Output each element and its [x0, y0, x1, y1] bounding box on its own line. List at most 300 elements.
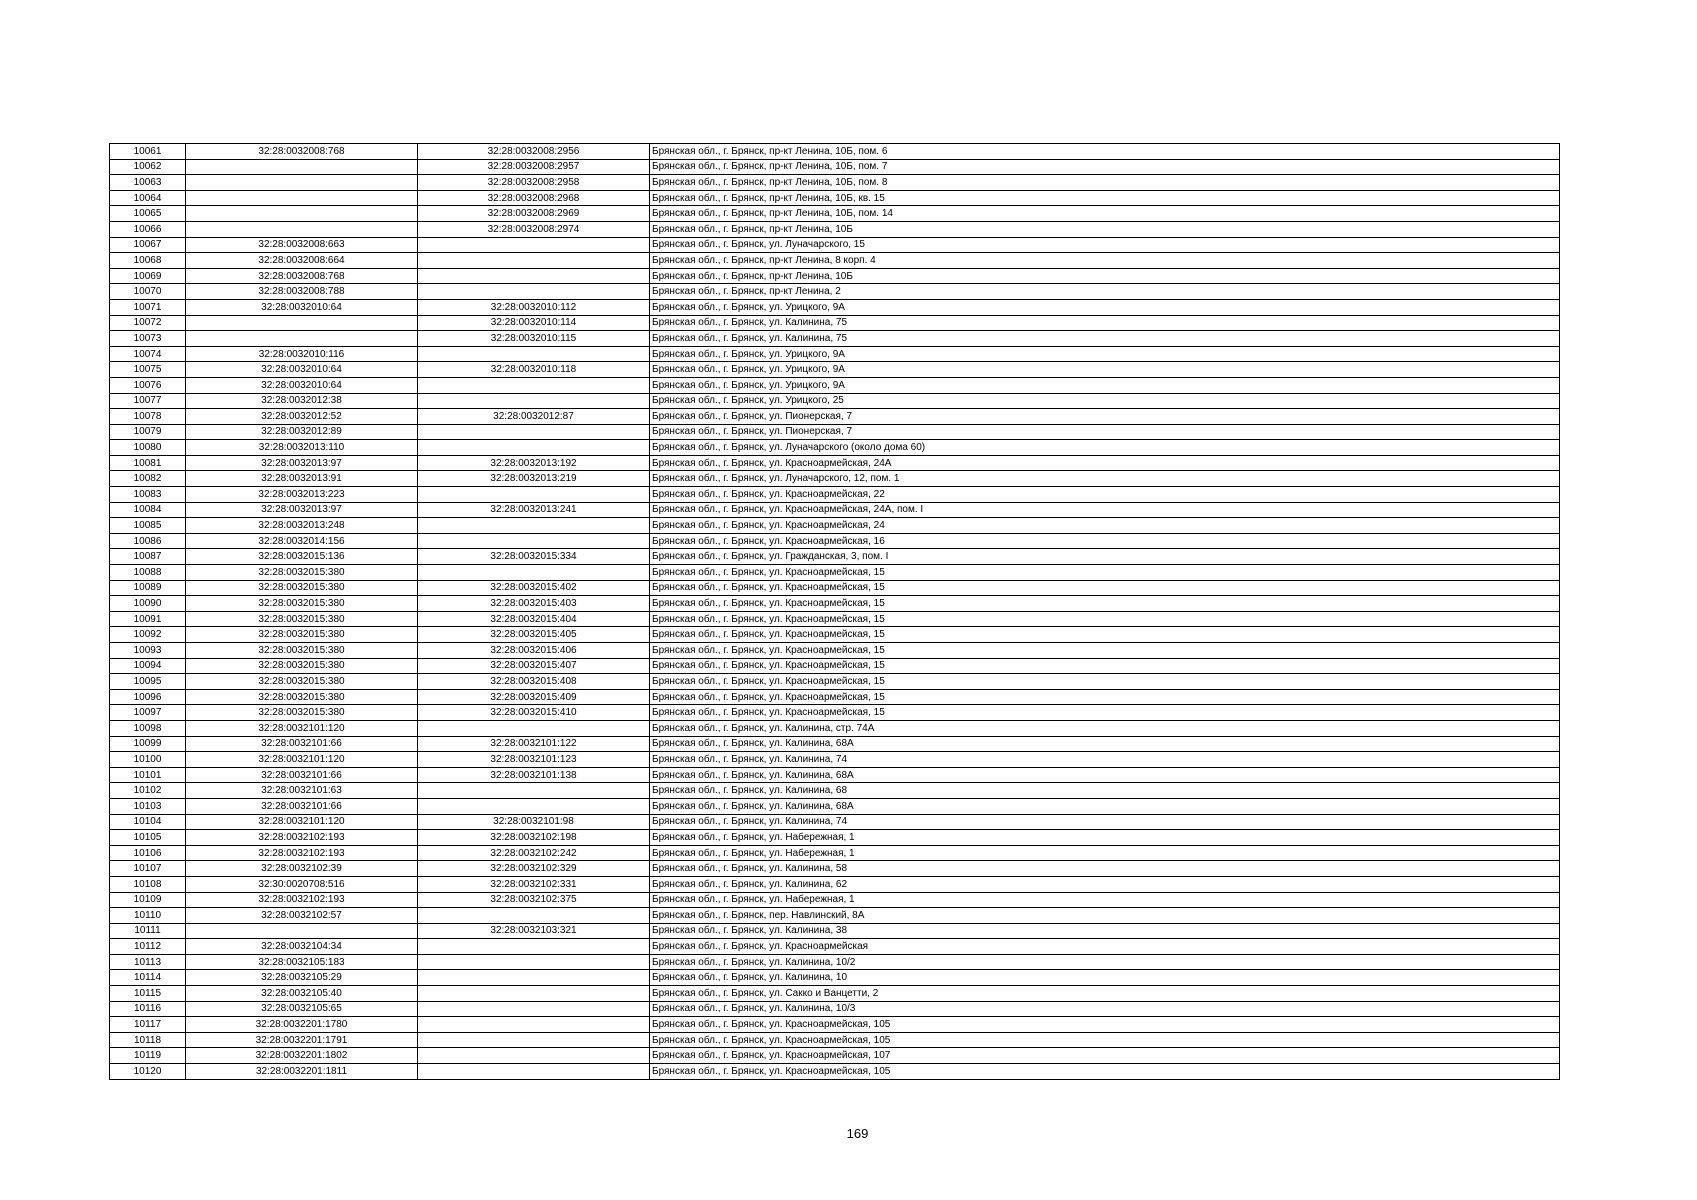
address-cell: Брянская обл., г. Брянск, ул. Красноармейская, 15: [650, 674, 1560, 690]
object-cadastral-number-cell: [418, 565, 650, 581]
parcel-cadastral-number-cell: 32:28:0032101:66: [186, 767, 418, 783]
object-cadastral-number-cell: 32:28:0032008:2969: [418, 206, 650, 222]
row-number-cell: 10093: [110, 643, 186, 659]
object-cadastral-number-cell: 32:28:0032102:198: [418, 830, 650, 846]
parcel-cadastral-number-cell: 32:28:0032102:39: [186, 861, 418, 877]
object-cadastral-number-cell: [418, 346, 650, 362]
parcel-cadastral-number-cell: 32:30:0020708:516: [186, 876, 418, 892]
table-row: [110, 533, 1560, 549]
table-row: [110, 424, 1560, 440]
row-number-cell: 10080: [110, 440, 186, 456]
row-number-cell: 10085: [110, 518, 186, 534]
row-number-cell: 10102: [110, 783, 186, 799]
address-cell: Брянская обл., г. Брянск, ул. Набережная, 1: [650, 892, 1560, 908]
table-row: [110, 268, 1560, 284]
address-cell: Брянская обл., г. Брянск, ул. Красноармейская, 15: [650, 565, 1560, 581]
parcel-cadastral-number-cell: 32:28:0032201:1780: [186, 1017, 418, 1033]
parcel-cadastral-number-cell: 32:28:0032101:66: [186, 736, 418, 752]
row-number-cell: 10069: [110, 268, 186, 284]
row-number-cell: 10111: [110, 923, 186, 939]
table-row: [110, 331, 1560, 347]
table-row: [110, 284, 1560, 300]
table-row: [110, 393, 1560, 409]
address-cell: Брянская обл., г. Брянск, ул. Калинина, стр. 74А: [650, 720, 1560, 736]
row-number-cell: 10094: [110, 658, 186, 674]
object-cadastral-number-cell: [418, 720, 650, 736]
row-number-cell: 10070: [110, 284, 186, 300]
table-row: [110, 689, 1560, 705]
table-row: [110, 502, 1560, 518]
parcel-cadastral-number-cell: 32:28:0032012:52: [186, 409, 418, 425]
row-number-cell: 10067: [110, 237, 186, 253]
table-row: [110, 752, 1560, 768]
address-cell: Брянская обл., г. Брянск, ул. Сакко и Ванцетти, 2: [650, 986, 1560, 1002]
parcel-cadastral-number-cell: 32:28:0032015:380: [186, 565, 418, 581]
parcel-cadastral-number-cell: 32:28:0032008:664: [186, 253, 418, 269]
table-row: [110, 643, 1560, 659]
table-row: [110, 861, 1560, 877]
row-number-cell: 10104: [110, 814, 186, 830]
address-cell: Брянская обл., г. Брянск, ул. Красноармейская, 107: [650, 1048, 1560, 1064]
row-number-cell: 10107: [110, 861, 186, 877]
table-row: [110, 596, 1560, 612]
object-cadastral-number-cell: 32:28:0032102:331: [418, 876, 650, 892]
row-number-cell: 10118: [110, 1032, 186, 1048]
parcel-cadastral-number-cell: 32:28:0032015:380: [186, 705, 418, 721]
address-cell: Брянская обл., г. Брянск, ул. Красноармейская, 16: [650, 533, 1560, 549]
parcel-cadastral-number-cell: 32:28:0032008:788: [186, 284, 418, 300]
address-cell: Брянская обл., г. Брянск, ул. Красноармейская, 15: [650, 580, 1560, 596]
parcel-cadastral-number-cell: 32:28:0032013:248: [186, 518, 418, 534]
row-number-cell: 10061: [110, 144, 186, 160]
row-number-cell: 10099: [110, 736, 186, 752]
object-cadastral-number-cell: [418, 237, 650, 253]
table-row: [110, 377, 1560, 393]
row-number-cell: 10103: [110, 798, 186, 814]
table-row: [110, 409, 1560, 425]
object-cadastral-number-cell: 32:28:0032008:2958: [418, 175, 650, 191]
object-cadastral-number-cell: [418, 970, 650, 986]
address-cell: Брянская обл., г. Брянск, ул. Красноармейская, 15: [650, 658, 1560, 674]
row-number-cell: 10089: [110, 580, 186, 596]
object-cadastral-number-cell: 32:28:0032015:410: [418, 705, 650, 721]
table-row: [110, 549, 1560, 565]
object-cadastral-number-cell: 32:28:0032010:114: [418, 315, 650, 331]
table-row: [110, 627, 1560, 643]
table-row: [110, 299, 1560, 315]
row-number-cell: 10084: [110, 502, 186, 518]
table-row: [110, 658, 1560, 674]
address-cell: Брянская обл., г. Брянск, пр-кт Ленина, 8 корп. 4: [650, 253, 1560, 269]
object-cadastral-number-cell: [418, 533, 650, 549]
object-cadastral-number-cell: [418, 393, 650, 409]
parcel-cadastral-number-cell: [186, 315, 418, 331]
object-cadastral-number-cell: 32:28:0032012:87: [418, 409, 650, 425]
table-row: [110, 237, 1560, 253]
parcel-cadastral-number-cell: [186, 206, 418, 222]
row-number-cell: 10086: [110, 533, 186, 549]
object-cadastral-number-cell: [418, 986, 650, 1002]
object-cadastral-number-cell: 32:28:0032015:407: [418, 658, 650, 674]
address-cell: Брянская обл., г. Брянск, ул. Красноармейская, 15: [650, 611, 1560, 627]
object-cadastral-number-cell: [418, 487, 650, 503]
table-row: [110, 518, 1560, 534]
object-cadastral-number-cell: [418, 783, 650, 799]
row-number-cell: 10090: [110, 596, 186, 612]
parcel-cadastral-number-cell: 32:28:0032201:1802: [186, 1048, 418, 1064]
parcel-cadastral-number-cell: 32:28:0032014:156: [186, 533, 418, 549]
parcel-cadastral-number-cell: [186, 159, 418, 175]
object-cadastral-number-cell: 32:28:0032101:123: [418, 752, 650, 768]
address-cell: Брянская обл., г. Брянск, ул. Красноармейская, 15: [650, 627, 1560, 643]
parcel-cadastral-number-cell: 32:28:0032013:91: [186, 471, 418, 487]
row-number-cell: 10110: [110, 908, 186, 924]
address-cell: Брянская обл., г. Брянск, ул. Красноармейская: [650, 939, 1560, 955]
row-number-cell: 10075: [110, 362, 186, 378]
parcel-cadastral-number-cell: 32:28:0032010:64: [186, 377, 418, 393]
object-cadastral-number-cell: [418, 1064, 650, 1080]
table-row: [110, 970, 1560, 986]
parcel-cadastral-number-cell: 32:28:0032013:97: [186, 455, 418, 471]
parcel-cadastral-number-cell: 32:28:0032105:183: [186, 954, 418, 970]
parcel-cadastral-number-cell: 32:28:0032010:116: [186, 346, 418, 362]
row-number-cell: 10100: [110, 752, 186, 768]
parcel-cadastral-number-cell: 32:28:0032101:63: [186, 783, 418, 799]
table-row: [110, 939, 1560, 955]
address-cell: Брянская обл., г. Брянск, ул. Урицкого, 25: [650, 393, 1560, 409]
object-cadastral-number-cell: 32:28:0032008:2974: [418, 221, 650, 237]
row-number-cell: 10117: [110, 1017, 186, 1033]
parcel-cadastral-number-cell: 32:28:0032201:1811: [186, 1064, 418, 1080]
object-cadastral-number-cell: 32:28:0032101:98: [418, 814, 650, 830]
address-cell: Брянская обл., г. Брянск, пр-кт Ленина, 10Б: [650, 268, 1560, 284]
table-row: [110, 736, 1560, 752]
object-cadastral-number-cell: [418, 440, 650, 456]
address-cell: Брянская обл., г. Брянск, ул. Красноармейская, 22: [650, 487, 1560, 503]
parcel-cadastral-number-cell: 32:28:0032105:40: [186, 986, 418, 1002]
table-row: [110, 1032, 1560, 1048]
registry-table: [109, 143, 1560, 1080]
object-cadastral-number-cell: 32:28:0032015:408: [418, 674, 650, 690]
object-cadastral-number-cell: [418, 954, 650, 970]
parcel-cadastral-number-cell: 32:28:0032010:64: [186, 362, 418, 378]
row-number-cell: 10097: [110, 705, 186, 721]
object-cadastral-number-cell: [418, 798, 650, 814]
object-cadastral-number-cell: 32:28:0032103:321: [418, 923, 650, 939]
object-cadastral-number-cell: 32:28:0032102:329: [418, 861, 650, 877]
parcel-cadastral-number-cell: 32:28:0032102:57: [186, 908, 418, 924]
parcel-cadastral-number-cell: 32:28:0032015:380: [186, 627, 418, 643]
address-cell: Брянская обл., г. Брянск, ул. Гражданская, 3, пом. I: [650, 549, 1560, 565]
address-cell: Брянская обл., г. Брянск, ул. Калинина, 68А: [650, 798, 1560, 814]
address-cell: Брянская обл., г. Брянск, ул. Калинина, 74: [650, 814, 1560, 830]
table-row: [110, 253, 1560, 269]
object-cadastral-number-cell: [418, 253, 650, 269]
parcel-cadastral-number-cell: 32:28:0032102:193: [186, 892, 418, 908]
object-cadastral-number-cell: 32:28:0032008:2956: [418, 144, 650, 160]
object-cadastral-number-cell: [418, 268, 650, 284]
row-number-cell: 10101: [110, 767, 186, 783]
address-cell: Брянская обл., г. Брянск, ул. Луначарского (около дома 60): [650, 440, 1560, 456]
row-number-cell: 10066: [110, 221, 186, 237]
table-row: [110, 986, 1560, 1002]
object-cadastral-number-cell: 32:28:0032010:112: [418, 299, 650, 315]
address-cell: Брянская обл., г. Брянск, ул. Красноармейская, 105: [650, 1017, 1560, 1033]
parcel-cadastral-number-cell: [186, 331, 418, 347]
table-row: [110, 892, 1560, 908]
row-number-cell: 10098: [110, 720, 186, 736]
parcel-cadastral-number-cell: 32:28:0032013:223: [186, 487, 418, 503]
address-cell: Брянская обл., г. Брянск, ул. Калинина, 75: [650, 315, 1560, 331]
row-number-cell: 10088: [110, 565, 186, 581]
row-number-cell: 10114: [110, 970, 186, 986]
table-row: [110, 783, 1560, 799]
address-cell: Брянская обл., г. Брянск, ул. Набережная, 1: [650, 830, 1560, 846]
address-cell: Брянская обл., г. Брянск, пр-кт Ленина, 10Б, пом. 7: [650, 159, 1560, 175]
row-number-cell: 10108: [110, 876, 186, 892]
parcel-cadastral-number-cell: 32:28:0032104:34: [186, 939, 418, 955]
object-cadastral-number-cell: [418, 284, 650, 300]
parcel-cadastral-number-cell: 32:28:0032015:380: [186, 596, 418, 612]
table-row: [110, 144, 1560, 160]
object-cadastral-number-cell: 32:28:0032102:375: [418, 892, 650, 908]
table-row: [110, 845, 1560, 861]
object-cadastral-number-cell: 32:28:0032008:2957: [418, 159, 650, 175]
row-number-cell: 10105: [110, 830, 186, 846]
parcel-cadastral-number-cell: 32:28:0032008:768: [186, 144, 418, 160]
table-row: [110, 923, 1560, 939]
row-number-cell: 10073: [110, 331, 186, 347]
address-cell: Брянская обл., г. Брянск, ул. Красноармейская, 24А: [650, 455, 1560, 471]
table-row: [110, 876, 1560, 892]
row-number-cell: 10078: [110, 409, 186, 425]
row-number-cell: 10065: [110, 206, 186, 222]
address-cell: Брянская обл., г. Брянск, пер. Навлинский, 8А: [650, 908, 1560, 924]
address-cell: Брянская обл., г. Брянск, пр-кт Ленина, 10Б, пом. 8: [650, 175, 1560, 191]
row-number-cell: 10071: [110, 299, 186, 315]
table-row: [110, 315, 1560, 331]
object-cadastral-number-cell: 32:28:0032010:118: [418, 362, 650, 378]
table-row: [110, 1001, 1560, 1017]
address-cell: Брянская обл., г. Брянск, ул. Луначарского, 12, пом. 1: [650, 471, 1560, 487]
table-row: [110, 954, 1560, 970]
table-row: [110, 565, 1560, 581]
address-cell: Брянская обл., г. Брянск, пр-кт Ленина, 10Б: [650, 221, 1560, 237]
row-number-cell: 10064: [110, 190, 186, 206]
parcel-cadastral-number-cell: 32:28:0032015:380: [186, 643, 418, 659]
table-row: [110, 206, 1560, 222]
table-row: [110, 674, 1560, 690]
row-number-cell: 10120: [110, 1064, 186, 1080]
object-cadastral-number-cell: [418, 908, 650, 924]
address-cell: Брянская обл., г. Брянск, ул. Пионерская, 7: [650, 409, 1560, 425]
parcel-cadastral-number-cell: [186, 190, 418, 206]
table-row: [110, 830, 1560, 846]
parcel-cadastral-number-cell: 32:28:0032008:768: [186, 268, 418, 284]
row-number-cell: 10087: [110, 549, 186, 565]
table-row: [110, 487, 1560, 503]
object-cadastral-number-cell: [418, 1001, 650, 1017]
object-cadastral-number-cell: 32:28:0032013:192: [418, 455, 650, 471]
table-row: [110, 221, 1560, 237]
row-number-cell: 10095: [110, 674, 186, 690]
address-cell: Брянская обл., г. Брянск, ул. Калинина, 75: [650, 331, 1560, 347]
row-number-cell: 10113: [110, 954, 186, 970]
parcel-cadastral-number-cell: 32:28:0032010:64: [186, 299, 418, 315]
address-cell: Брянская обл., г. Брянск, ул. Красноармейская, 15: [650, 705, 1560, 721]
page-number: 169: [846, 1126, 869, 1141]
address-cell: Брянская обл., г. Брянск, ул. Красноармейская, 105: [650, 1064, 1560, 1080]
parcel-cadastral-number-cell: 32:28:0032015:380: [186, 689, 418, 705]
parcel-cadastral-number-cell: 32:28:0032013:97: [186, 502, 418, 518]
row-number-cell: 10076: [110, 377, 186, 393]
table-row: [110, 1064, 1560, 1080]
row-number-cell: 10119: [110, 1048, 186, 1064]
address-cell: Брянская обл., г. Брянск, ул. Луначарского, 15: [650, 237, 1560, 253]
address-cell: Брянская обл., г. Брянск, ул. Красноармейская, 15: [650, 689, 1560, 705]
parcel-cadastral-number-cell: 32:28:0032102:193: [186, 830, 418, 846]
object-cadastral-number-cell: 32:28:0032010:115: [418, 331, 650, 347]
row-number-cell: 10092: [110, 627, 186, 643]
row-number-cell: 10112: [110, 939, 186, 955]
parcel-cadastral-number-cell: 32:28:0032101:120: [186, 814, 418, 830]
address-cell: Брянская обл., г. Брянск, ул. Красноармейская, 15: [650, 643, 1560, 659]
parcel-cadastral-number-cell: 32:28:0032105:65: [186, 1001, 418, 1017]
parcel-cadastral-number-cell: 32:28:0032015:136: [186, 549, 418, 565]
address-cell: Брянская обл., г. Брянск, ул. Урицкого, 9А: [650, 299, 1560, 315]
address-cell: Брянская обл., г. Брянск, ул. Калинина, 68А: [650, 736, 1560, 752]
row-number-cell: 10081: [110, 455, 186, 471]
table-row: [110, 705, 1560, 721]
row-number-cell: 10082: [110, 471, 186, 487]
object-cadastral-number-cell: 32:28:0032015:334: [418, 549, 650, 565]
table-row: [110, 611, 1560, 627]
parcel-cadastral-number-cell: 32:28:0032105:29: [186, 970, 418, 986]
object-cadastral-number-cell: 32:28:0032015:406: [418, 643, 650, 659]
address-cell: Брянская обл., г. Брянск, ул. Красноармейская, 24: [650, 518, 1560, 534]
object-cadastral-number-cell: [418, 939, 650, 955]
address-cell: Брянская обл., г. Брянск, пр-кт Ленина, 10Б, пом. 14: [650, 206, 1560, 222]
parcel-cadastral-number-cell: 32:28:0032201:1791: [186, 1032, 418, 1048]
object-cadastral-number-cell: [418, 518, 650, 534]
table-row: [110, 346, 1560, 362]
table-row: [110, 362, 1560, 378]
object-cadastral-number-cell: [418, 377, 650, 393]
address-cell: Брянская обл., г. Брянск, ул. Урицкого, 9А: [650, 362, 1560, 378]
table-row: [110, 159, 1560, 175]
parcel-cadastral-number-cell: [186, 221, 418, 237]
table-row: [110, 720, 1560, 736]
row-number-cell: 10062: [110, 159, 186, 175]
object-cadastral-number-cell: 32:28:0032015:409: [418, 689, 650, 705]
row-number-cell: 10096: [110, 689, 186, 705]
parcel-cadastral-number-cell: [186, 923, 418, 939]
table-row: [110, 580, 1560, 596]
address-cell: Брянская обл., г. Брянск, ул. Калинина, 38: [650, 923, 1560, 939]
address-cell: Брянская обл., г. Брянск, ул. Набережная, 1: [650, 845, 1560, 861]
address-cell: Брянская обл., г. Брянск, пр-кт Ленина, 10Б, кв. 15: [650, 190, 1560, 206]
row-number-cell: 10091: [110, 611, 186, 627]
object-cadastral-number-cell: 32:28:0032015:404: [418, 611, 650, 627]
address-cell: Брянская обл., г. Брянск, ул. Урицкого, 9А: [650, 346, 1560, 362]
parcel-cadastral-number-cell: [186, 175, 418, 191]
address-cell: Брянская обл., г. Брянск, ул. Калинина, 10/2: [650, 954, 1560, 970]
parcel-cadastral-number-cell: 32:28:0032012:89: [186, 424, 418, 440]
parcel-cadastral-number-cell: 32:28:0032015:380: [186, 674, 418, 690]
address-cell: Брянская обл., г. Брянск, ул. Калинина, 10/3: [650, 1001, 1560, 1017]
object-cadastral-number-cell: 32:28:0032015:403: [418, 596, 650, 612]
row-number-cell: 10083: [110, 487, 186, 503]
row-number-cell: 10077: [110, 393, 186, 409]
object-cadastral-number-cell: 32:28:0032008:2968: [418, 190, 650, 206]
address-cell: Брянская обл., г. Брянск, ул. Калинина, 10: [650, 970, 1560, 986]
row-number-cell: 10074: [110, 346, 186, 362]
address-cell: Брянская обл., г. Брянск, ул. Калинина, 68: [650, 783, 1560, 799]
row-number-cell: 10109: [110, 892, 186, 908]
address-cell: Брянская обл., г. Брянск, пр-кт Ленина, 10Б, пом. 6: [650, 144, 1560, 160]
address-cell: Брянская обл., г. Брянск, ул. Калинина, 58: [650, 861, 1560, 877]
table-row: [110, 814, 1560, 830]
row-number-cell: 10079: [110, 424, 186, 440]
table-row: [110, 471, 1560, 487]
table-row: [110, 908, 1560, 924]
table-row: [110, 440, 1560, 456]
parcel-cadastral-number-cell: 32:28:0032015:380: [186, 611, 418, 627]
object-cadastral-number-cell: 32:28:0032102:242: [418, 845, 650, 861]
address-cell: Брянская обл., г. Брянск, ул. Красноармейская, 105: [650, 1032, 1560, 1048]
table-row: [110, 798, 1560, 814]
address-cell: Брянская обл., г. Брянск, ул. Калинина, 62: [650, 876, 1560, 892]
object-cadastral-number-cell: 32:28:0032013:219: [418, 471, 650, 487]
table-row: [110, 175, 1560, 191]
address-cell: Брянская обл., г. Брянск, ул. Красноармейская, 24А, пом. I: [650, 502, 1560, 518]
row-number-cell: 10115: [110, 986, 186, 1002]
address-cell: Брянская обл., г. Брянск, ул. Урицкого, 9А: [650, 377, 1560, 393]
parcel-cadastral-number-cell: 32:28:0032015:380: [186, 658, 418, 674]
parcel-cadastral-number-cell: 32:28:0032013:110: [186, 440, 418, 456]
row-number-cell: 10063: [110, 175, 186, 191]
address-cell: Брянская обл., г. Брянск, ул. Калинина, 68А: [650, 767, 1560, 783]
parcel-cadastral-number-cell: 32:28:0032101:120: [186, 720, 418, 736]
table-body: [110, 144, 1560, 1080]
object-cadastral-number-cell: 32:28:0032015:402: [418, 580, 650, 596]
object-cadastral-number-cell: [418, 1017, 650, 1033]
parcel-cadastral-number-cell: 32:28:0032101:120: [186, 752, 418, 768]
object-cadastral-number-cell: 32:28:0032015:405: [418, 627, 650, 643]
object-cadastral-number-cell: 32:28:0032101:138: [418, 767, 650, 783]
table-row: [110, 767, 1560, 783]
address-cell: Брянская обл., г. Брянск, пр-кт Ленина, 2: [650, 284, 1560, 300]
object-cadastral-number-cell: 32:28:0032101:122: [418, 736, 650, 752]
object-cadastral-number-cell: [418, 1032, 650, 1048]
address-cell: Брянская обл., г. Брянск, ул. Красноармейская, 15: [650, 596, 1560, 612]
object-cadastral-number-cell: [418, 424, 650, 440]
parcel-cadastral-number-cell: 32:28:0032012:38: [186, 393, 418, 409]
address-cell: Брянская обл., г. Брянск, ул. Пионерская, 7: [650, 424, 1560, 440]
table-row: [110, 190, 1560, 206]
object-cadastral-number-cell: [418, 1048, 650, 1064]
table-row: [110, 1048, 1560, 1064]
parcel-cadastral-number-cell: 32:28:0032102:193: [186, 845, 418, 861]
row-number-cell: 10106: [110, 845, 186, 861]
parcel-cadastral-number-cell: 32:28:0032101:66: [186, 798, 418, 814]
address-cell: Брянская обл., г. Брянск, ул. Калинина, 74: [650, 752, 1560, 768]
table-row: [110, 455, 1560, 471]
parcel-cadastral-number-cell: 32:28:0032015:380: [186, 580, 418, 596]
row-number-cell: 10072: [110, 315, 186, 331]
row-number-cell: 10116: [110, 1001, 186, 1017]
table-row: [110, 1017, 1560, 1033]
